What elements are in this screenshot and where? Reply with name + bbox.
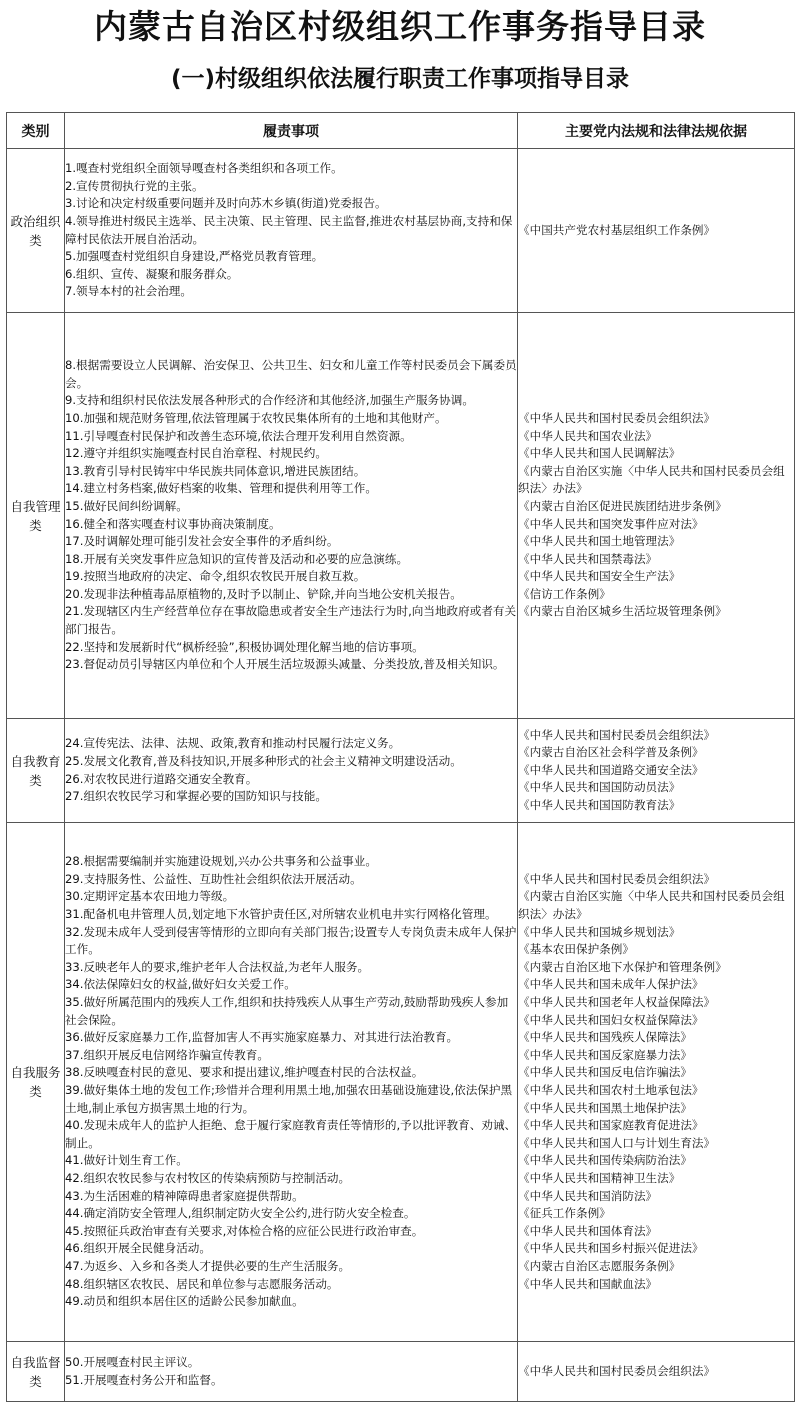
law-reference: 《中华人民共和国献血法》 [518,1276,658,1291]
law-reference: 《中华人民共和国反家庭暴力法》 [518,1047,692,1062]
duty-item: 25.发展文化教育,普及科技知识,开展多种形式的社会主义精神文明建设活动。 [65,753,462,768]
law-reference: 《内蒙古自治区地下水保护和管理条例》 [518,959,727,974]
duty-item: 13.教育引导村民铸牢中华民族共同体意识,增进民族团结。 [65,463,366,478]
law-reference: 《中华人民共和国国防动员法》 [518,780,681,795]
category-cell: 政治组织类 [7,149,65,313]
law-reference: 《中华人民共和国村民委员会组织法》 [518,1363,716,1378]
law-reference: 《中华人民共和国国防教育法》 [518,797,681,812]
row-self-service [7,823,795,1342]
duties-cell [65,823,518,1342]
header-category: 类别 [7,113,65,149]
duty-item: 39.做好集体土地的发包工作;珍惜并合理利用黑土地,加强农田基础设施建设,依法保护黑土地,制止承包方损害黑土地的行为。 [65,1083,513,1115]
law-reference: 《中华人民共和国家庭教育促进法》 [518,1118,704,1133]
duty-item: 37.组织开展反电信网络诈骗宣传教育。 [65,1047,269,1062]
duty-item: 16.健全和落实嘎查村议事协商决策制度。 [65,516,281,531]
law-reference: 《信访工作条例》 [518,586,611,601]
law-reference: 《内蒙古自治区志愿服务条例》 [518,1258,681,1273]
law-reference: 《中华人民共和国反电信诈骗法》 [518,1065,692,1080]
duty-item: 6.组织、宣传、凝聚和服务群众。 [65,266,239,281]
row-self-supervision [7,1342,795,1402]
law-reference: 《中华人民共和国突发事件应对法》 [518,516,704,531]
duty-item: 29.支持服务性、公益性、互助性社会组织依法开展活动。 [65,871,362,886]
sub-title: (一)村级组织依法履行职责工作事项指导目录 [170,66,630,92]
duties-cell [65,1342,518,1402]
law-reference: 《中华人民共和国村民委员会组织法》 [518,727,716,742]
duty-item: 40.发现未成年人的监护人拒绝、怠于履行家庭教育责任等情形的,予以批评教育、劝诫、制止。 [65,1118,517,1150]
duty-item: 42.组织农牧民参与农村牧区的传染病预防与控制活动。 [65,1170,351,1185]
law-reference: 《中华人民共和国土地管理法》 [518,534,681,549]
legal-basis-cell [518,823,795,1342]
duty-item: 41.做好计划生育工作。 [65,1153,188,1168]
law-reference: 《中华人民共和国残疾人保障法》 [518,1030,692,1045]
header-duties: 履责事项 [65,113,518,149]
duty-item: 43.为生活困难的精神障碍患者家庭提供帮助。 [65,1188,304,1203]
duty-item: 20.发现非法种植毒品原植物的,及时予以制止、铲除,并向当地公安机关报告。 [65,586,462,601]
duty-item: 21.发现辖区内生产经营单位存在事故隐患或者安全生产违法行为时,向当地政府或者有关部门报告。 [65,604,517,637]
duty-item: 3.讨论和决定村级重要问题并及时向苏木乡镇(街道)党委报告。 [65,196,387,211]
row-political-organization [7,149,795,313]
law-reference: 《内蒙古自治区社会科学普及条例》 [518,745,704,760]
category-cell: 自我服务类 [7,823,65,1342]
duty-item: 27.组织农牧民学习和掌握必要的国防知识与技能。 [65,789,327,804]
duty-item: 17.及时调解处理可能引发社会安全事件的矛盾纠纷。 [65,534,339,549]
law-reference: 《中华人民共和国乡村振兴促进法》 [518,1241,704,1256]
duty-item: 15.做好民间纠纷调解。 [65,498,188,513]
duty-item: 50.开展嘎查村民主评议。 [65,1354,200,1369]
duty-item: 35.做好所属范围内的残疾人工作,组织和扶持残疾人从事生产劳动,鼓励帮助残疾人参加社会保险。 [65,995,509,1027]
duty-item: 44.确定消防安全管理人,组织制定防火安全公约,进行防火安全检查。 [65,1206,416,1221]
duties-cell [65,149,518,313]
duties-cell [65,313,518,719]
law-reference: 《征兵工作条例》 [518,1206,611,1221]
duty-item: 51.开展嘎查村务公开和监督。 [65,1372,223,1387]
law-reference: 《中华人民共和国未成年人保护法》 [518,977,704,992]
duty-item: 38.反映嘎查村民的意见、要求和提出建议,维护嘎查村民的合法权益。 [65,1065,424,1080]
duty-item: 23.督促动员引导辖区内单位和个人开展生活垃圾源头减量、分类投放,普及相关知识。 [65,657,505,672]
duty-item: 24.宣传宪法、法律、法规、政策,教育和推动村民履行法定义务。 [65,736,401,751]
duty-item: 8.根据需要设立人民调解、治安保卫、公共卫生、妇女和儿童工作等村民委员会下属委员会。 [65,358,517,390]
duty-item: 22.坚持和发展新时代“枫桥经验”,积极协调处理化解当地的信访事项。 [65,639,424,654]
duty-item: 48.组织辖区农牧民、居民和单位参与志愿服务活动。 [65,1276,339,1291]
law-reference: 《内蒙古自治区促进民族团结进步条例》 [518,498,727,513]
law-reference: 《中华人民共和国人民调解法》 [518,446,681,461]
duty-item: 31.配备机电井管理人员,划定地下水管护责任区,对所辖农业机电井实行网格化管理。 [65,907,497,922]
legal-basis-cell [518,149,795,313]
duty-item: 2.宣传贯彻执行党的主张。 [65,178,204,193]
category-cell: 自我教育类 [7,719,65,823]
law-reference: 《内蒙古自治区实施〈中华人民共和国村民委员会组织法〉办法》 [518,889,785,922]
duty-item: 12.遵守并组织实施嘎查村民自治章程、村规民约。 [65,446,327,461]
duties-cell [65,719,518,823]
duty-item: 14.建立村务档案,做好档案的收集、管理和提供利用等工作。 [65,481,377,496]
law-reference: 《中华人民共和国消防法》 [518,1188,658,1203]
category-cell: 自我监督类 [7,1342,65,1402]
law-reference: 《中国共产党农村基层组织工作条例》 [518,222,716,237]
law-reference: 《中华人民共和国城乡规划法》 [518,924,681,939]
duty-item: 4.领导推进村级民主选举、民主决策、民主管理、民主监督,推进农村基层协商,支持和保障村民依法开展自治活动。 [65,213,513,246]
law-reference: 《中华人民共和国农村土地承包法》 [518,1083,704,1097]
duty-item: 33.反映老年人的要求,维护老年人合法权益,为老年人服务。 [65,959,370,974]
law-reference: 《中华人民共和国精神卫生法》 [518,1170,681,1185]
law-reference: 《基本农田保护条例》 [518,942,634,957]
row-self-education [7,719,795,823]
duty-item: 49.动员和组织本居住区的适龄公民参加献血。 [65,1294,304,1309]
duty-item: 32.发现未成年人受到侵害等情形的立即向有关部门报告;设置专人专岗负责未成年人保护工作。 [65,924,517,957]
law-reference: 《中华人民共和国体育法》 [518,1223,658,1238]
law-reference: 《内蒙古自治区城乡生活垃圾管理条例》 [518,604,727,619]
duty-item: 26.对农牧民进行道路交通安全教育。 [65,771,258,786]
duty-item: 9.支持和组织村民依法发展各种形式的合作经济和其他经济,加强生产服务协调。 [65,393,474,408]
law-reference: 《中华人民共和国村民委员会组织法》 [518,871,716,886]
header-row [7,113,795,149]
duty-item: 36.做好反家庭暴力工作,监督加害人不再实施家庭暴力、对其进行法治教育。 [65,1030,459,1045]
legal-basis-cell [518,1342,795,1402]
duty-item: 10.加强和规范财务管理,依法管理属于农牧民集体所有的土地和其他财产。 [65,410,447,425]
header-legal-basis: 主要党内法规和法律法规依据 [518,113,795,149]
duty-item: 1.嘎查村党组织全面领导嘎查村各类组织和各项工作。 [65,161,343,176]
duty-item: 45.按照征兵政治审查有关要求,对体检合格的应征公民进行政治审查。 [65,1223,424,1238]
duty-item: 7.领导本村的社会治理。 [65,284,192,299]
duty-item: 11.引导嘎查村民保护和改善生态环境,依法合理开发利用自然资源。 [65,428,412,443]
row-self-management [7,313,795,719]
legal-basis-cell [518,313,795,719]
law-reference: 《中华人民共和国妇女权益保障法》 [518,1012,704,1027]
duty-item: 47.为返乡、入乡和各类人才提供必要的生产生活服务。 [65,1258,351,1273]
category-cell: 自我管理类 [7,313,65,719]
law-reference: 《中华人民共和国禁毒法》 [518,551,658,566]
law-reference: 《中华人民共和国安全生产法》 [518,569,681,584]
directory-table [6,112,795,1402]
duty-item: 18.开展有关突发事件应急知识的宣传普及活动和必要的应急演练。 [65,551,409,566]
duty-item: 5.加强嘎查村党组织自身建设,严格党员教育管理。 [65,249,324,264]
law-reference: 《中华人民共和国村民委员会组织法》 [518,410,716,425]
duty-item: 34.依法保障妇女的权益,做好妇女关爱工作。 [65,977,296,992]
legal-basis-cell [518,719,795,823]
law-reference: 《内蒙古自治区实施〈中华人民共和国村民委员会组织法〉办法》 [518,463,785,496]
law-reference: 《中华人民共和国农业法》 [518,428,658,443]
main-title: 内蒙古自治区村级组织工作事务指导目录 [94,7,706,46]
duty-item: 46.组织开展全民健身活动。 [65,1241,211,1256]
law-reference: 《中华人民共和国老年人权益保障法》 [518,995,716,1010]
law-reference: 《中华人民共和国传染病防治法》 [518,1153,692,1168]
law-reference: 《中华人民共和国人口与计划生育法》 [518,1135,716,1150]
duty-item: 30.定期评定基本农田地力等级。 [65,889,235,904]
law-reference: 《中华人民共和国道路交通安全法》 [518,762,704,777]
duty-item: 19.按照当地政府的决定、命令,组织农牧民开展自救互救。 [65,569,366,584]
duty-item: 28.根据需要编制并实施建设规划,兴办公共事务和公益事业。 [65,854,377,869]
law-reference: 《中华人民共和国黑土地保护法》 [518,1100,692,1115]
